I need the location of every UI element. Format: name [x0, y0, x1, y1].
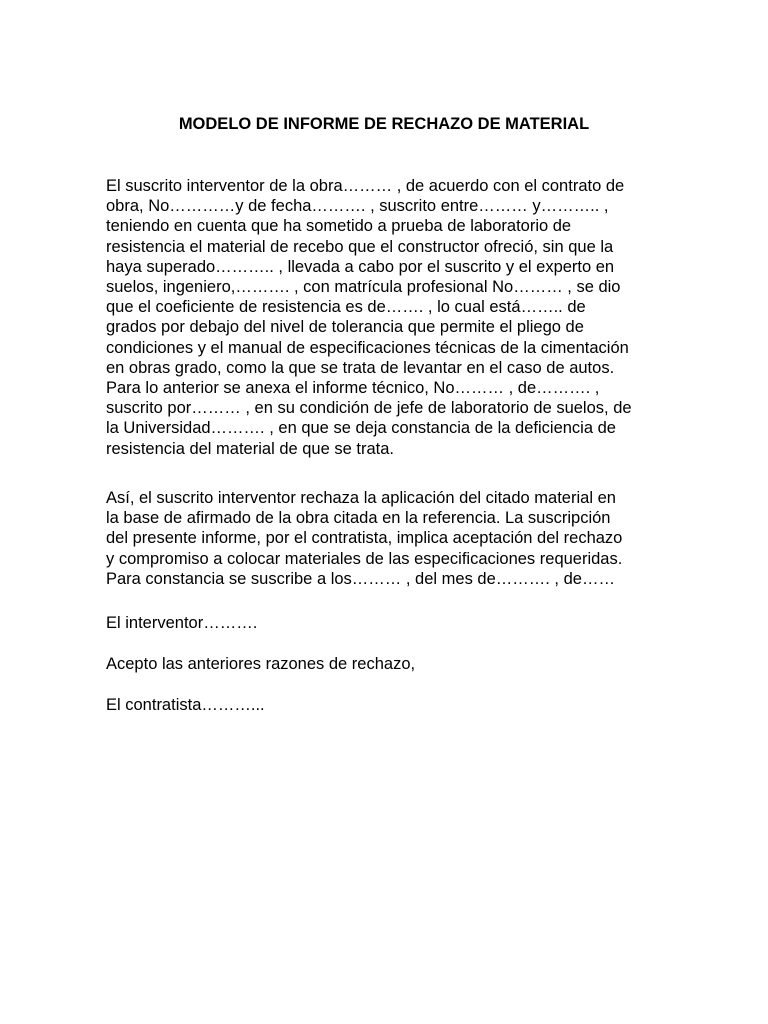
paragraph-line: obra, No…………y de fecha………. , suscrito entre……… y……….. , — [106, 197, 609, 216]
body-paragraph-2 — [106, 488, 676, 589]
paragraph-line: El suscrito interventor de la obra……… , de acuerdo con el contrato de — [106, 177, 625, 195]
paragraph-line: y compromiso a colocar materiales de las especificaciones requeridas. — [106, 549, 623, 568]
paragraph-line: en obras grado, como la que se trata de levantar en el caso de autos. — [106, 358, 615, 377]
paragraph-line: suscrito por……… , en su condición de jefe de laboratorio de suelos, de — [106, 399, 632, 418]
paragraph-line: la base de afirmado de la obra citada en la referencia. La suscripción — [106, 509, 611, 528]
paragraph-line: la Universidad………. , en que se deja constancia de la deficiencia de — [106, 419, 616, 438]
paragraph-line: condiciones y el manual de especificaciones técnicas de la cimentación — [106, 338, 629, 357]
paragraph-line: resistencia el material de recebo que el constructor ofreció, sin que la — [106, 237, 614, 256]
paragraph-line: teniendo en cuenta que ha sometido a prueba de laboratorio de — [106, 217, 572, 236]
body-paragraph-1 — [106, 176, 676, 459]
paragraph-line: suelos, ingeniero,………. , con matrícula profesional No……… , se dio — [106, 278, 621, 297]
acceptance-statement: Acepto las anteriores razones de rechazo, — [106, 655, 416, 673]
paragraph-line: haya superado……….. , llevada a cabo por el suscrito y el experto en — [106, 257, 615, 276]
paragraph-line: del presente informe, por el contratista, implica aceptación del rechazo — [106, 529, 623, 548]
document-title: MODELO DE INFORME DE RECHAZO DE MATERIAL — [178, 115, 590, 133]
interventor-signature-line: El interventor………. — [106, 614, 258, 632]
paragraph-line: grados por debajo del nivel de tolerancia que permite el pliego de — [106, 318, 584, 337]
paragraph-line: que el coeficiente de resistencia es de……. , lo cual está…….. de — [106, 298, 586, 317]
paragraph-line: Para lo anterior se anexa el informe técnico, No……… , de………. , — [106, 379, 600, 398]
contratista-signature-line: El contratista………... — [106, 696, 265, 714]
paragraph-line: resistencia del material de que se trata. — [106, 439, 394, 458]
paragraph-line: Así, el suscrito interventor rechaza la aplicación del citado material en — [106, 489, 616, 507]
paragraph-line: Para constancia se suscribe a los……… , del mes de………. , de…… — [106, 569, 615, 588]
